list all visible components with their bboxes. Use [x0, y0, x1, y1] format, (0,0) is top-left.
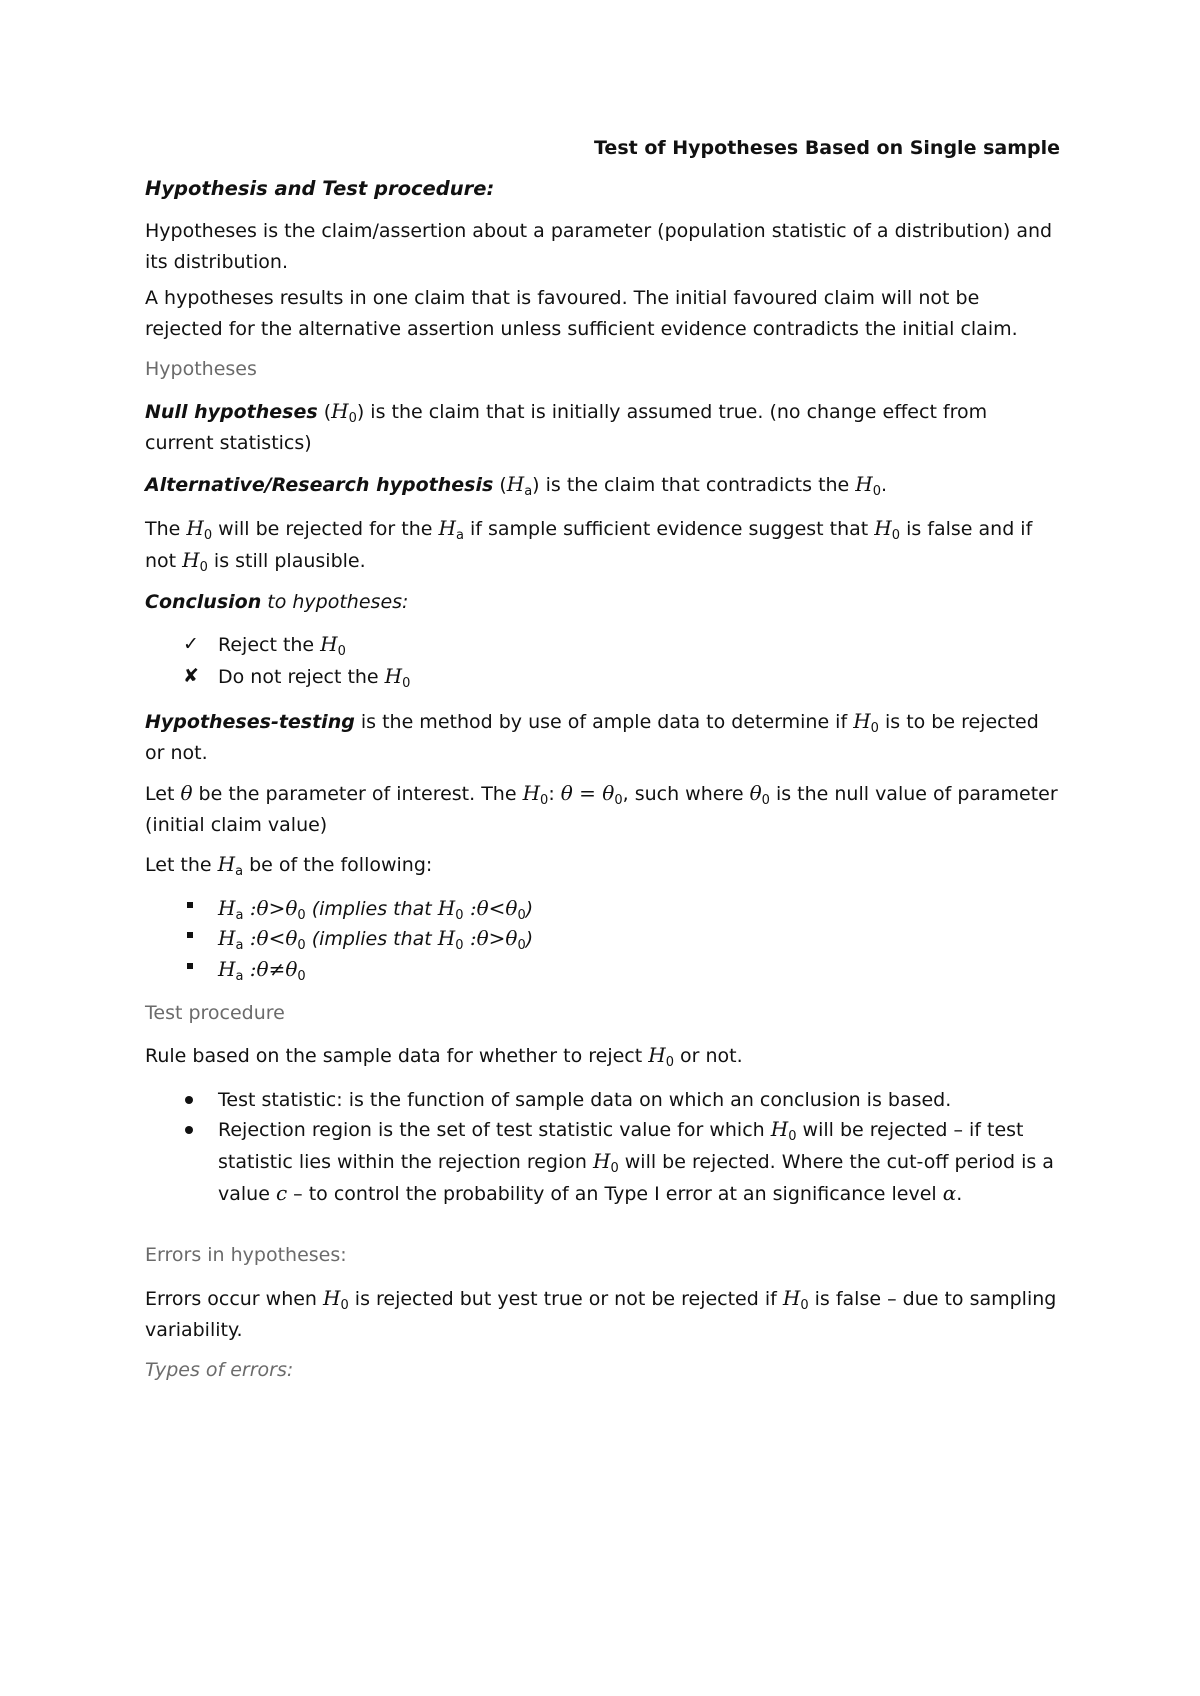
subheading-types-of-errors: Types of errors: [145, 1359, 294, 1381]
term-hypotheses-testing: Hypotheses-testing [145, 711, 355, 733]
paragraph-parameter: Let θ be the parameter of interest. The $H_0$: $\theta = \theta_0$, such where $\theta_0$ is the null value of parameter (initial claim value) [145, 781, 1058, 836]
square-bullet-icon [187, 902, 193, 908]
square-bullet-icon [187, 963, 193, 969]
cross-icon: ✘ [183, 665, 199, 687]
null-hypothesis-symbol: $H_0$ [331, 399, 357, 426]
list-item-test-statistic: Test statistic: is the function of sample data on which an conclusion is based. [218, 1089, 952, 1111]
paragraph-errors: Errors occur when $H_0$ is rejected but yest true or not be rejected if $H_0$ is false – due to sampling variability. [145, 1286, 1057, 1341]
paragraph-hypotheses-testing: Hypotheses-testing is the method by use of ample data to determine if $H_0$ is to be rejected or not. [145, 709, 1039, 764]
subheading-errors: Errors in hypotheses: [145, 1244, 347, 1266]
bullet-icon [185, 1126, 193, 1134]
paragraph-rule: Rule based on the sample data for whether to reject $H_0$ or not. [145, 1043, 743, 1070]
term-alternative-hypothesis: Alternative/Research hypothesis [145, 474, 494, 496]
subheading-hypotheses: Hypotheses [145, 358, 257, 380]
list-item-rejection-region: Rejection region is the set of test statistic value for which $H_0$ will be rejected – if test statistic lies within the rejection region $H_0$ will be rejected. Where the cut-off period is a value c – to control the probability of an Type I error at an significance level α. [218, 1117, 1054, 1205]
paragraph-null-hypothesis: Null hypotheses $(H_0)$ is the claim that is initially assumed true. (no change effect from current statistics) [145, 399, 988, 454]
paragraph-favoured-claim: A hypotheses results in one claim that is favoured. The initial favoured claim will not be rejected for the alternative assertion unless sufficient evidence contradicts the initial claim. [145, 287, 1018, 340]
paragraph-alternative-hypothesis: Alternative/Research hypothesis $(H_a)$ is the claim that contradicts the $H_0$. [145, 472, 888, 499]
square-bullet-icon [187, 932, 193, 938]
paragraph-definition: Hypotheses is the claim/assertion about a parameter (population statistic of a distribution) and its distribution. [145, 220, 1053, 273]
bullet-icon [185, 1096, 193, 1104]
page-title: Test of Hypotheses Based on Single sample [594, 137, 1060, 159]
list-item-reject: Reject the $H_0$ [218, 632, 346, 659]
check-icon: ✓ [183, 633, 199, 655]
list-item-alt-not-equal: $H_a$ $:\theta\ne\theta_0$ [218, 957, 306, 984]
subheading-test-procedure: Test procedure [145, 1002, 285, 1024]
paragraph-conclusion: Conclusion to hypotheses: [145, 591, 409, 613]
list-item-alt-greater: $H_a$ $:\theta>\theta_0$ (implies that $H_0$ $:\theta<\theta_0$) [218, 896, 534, 923]
section-heading: Hypothesis and Test procedure: [145, 177, 495, 200]
term-null-hypotheses: Null hypotheses [145, 401, 318, 423]
alt-hypothesis-symbol: $H_a$ [506, 472, 533, 499]
list-item-alt-less: $H_a$ $:\theta<\theta_0$ (implies that $H_0$ $:\theta>\theta_0$) [218, 926, 534, 953]
list-item-do-not-reject: Do not reject the $H_0$ [218, 664, 411, 691]
term-conclusion: Conclusion [145, 591, 262, 613]
paragraph-let-ha: Let the $H_a$ be of the following: [145, 852, 433, 879]
paragraph-rejection: The $H_0$ will be rejected for the $H_a$ if sample sufficient evidence suggest that $H_0$ is false and if not $H_0$ is still plausible. [145, 516, 1033, 575]
